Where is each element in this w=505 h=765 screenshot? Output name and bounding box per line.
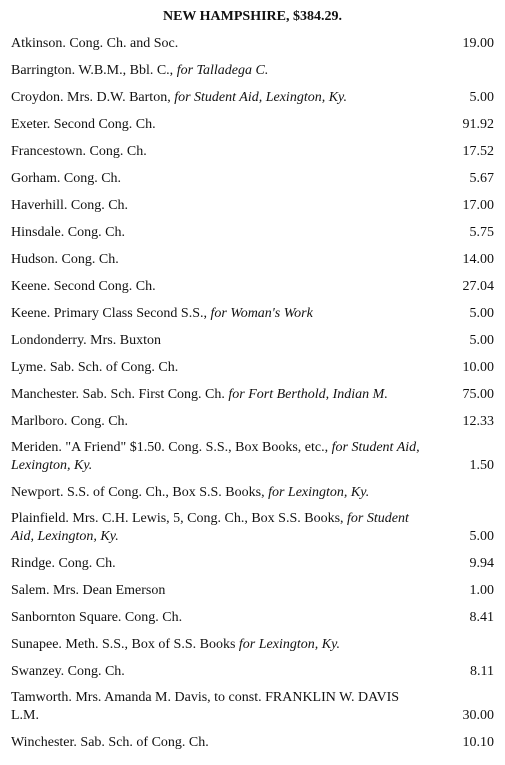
entry-amount: 8.41 xyxy=(469,610,494,625)
entry-description xyxy=(11,170,442,188)
entry-amount: 10.00 xyxy=(462,360,494,375)
entry-description xyxy=(11,305,442,323)
entry-donor: Newport. S.S. of Cong. Ch., Box S.S. Books, xyxy=(11,485,269,500)
entry-amount: 17.52 xyxy=(462,144,494,159)
list-item xyxy=(11,605,494,632)
entry-amount: 1.00 xyxy=(469,583,494,598)
entry-donor: Meriden. "A Friend" $1.50. Cong. S.S., Box Books, etc., xyxy=(11,440,332,455)
entry-description xyxy=(11,413,442,431)
entry-donor: Manchester. Sab. Sch. First Cong. Ch. xyxy=(11,387,229,402)
entry-amount: 17.00 xyxy=(462,198,494,213)
entry-description xyxy=(11,278,442,296)
list-item xyxy=(11,659,494,686)
entry-amount: 14.00 xyxy=(462,252,494,267)
entry-donor: Marlboro. Cong. Ch. xyxy=(11,414,129,429)
entry-donor: Sanbornton Square. Cong. Ch. xyxy=(11,610,183,625)
donation-list xyxy=(11,31,494,757)
page-title: NEW HAMPSHIRE, $384.29. xyxy=(162,9,343,24)
entry-amount: 30.00 xyxy=(462,708,494,723)
entry-donor: Salem. Mrs. Dean Emerson xyxy=(11,583,166,598)
list-item xyxy=(11,382,494,409)
entry-description xyxy=(11,663,442,681)
entry-amount: 5.00 xyxy=(469,90,494,105)
entry-description xyxy=(11,510,442,546)
entry-amount: 5.00 xyxy=(469,306,494,321)
entry-amount: 10.10 xyxy=(462,735,494,750)
entry-description xyxy=(11,143,442,161)
entry-amount: 1.50 xyxy=(469,458,494,473)
entry-donor: Londonderry. Mrs. Buxton xyxy=(11,333,161,348)
entry-donor: Rindge. Cong. Ch. xyxy=(11,556,116,571)
entry-description xyxy=(11,734,442,752)
entry-amount: 5.67 xyxy=(469,171,494,186)
entry-donor: Francestown. Cong. Ch. xyxy=(11,144,147,159)
entry-purpose: for Student Aid, Lexington, Ky. xyxy=(11,511,409,544)
entry-amount: 5.00 xyxy=(469,333,494,348)
entry-amount: 91.92 xyxy=(462,117,494,132)
entry-amount: 75.00 xyxy=(462,387,494,402)
entry-purpose: for Woman's Work xyxy=(210,306,313,321)
entry-donor: Swanzey. Cong. Ch. xyxy=(11,664,125,679)
list-item xyxy=(11,632,494,659)
entry-purpose: for Talladega C. xyxy=(176,63,269,78)
list-item xyxy=(11,328,494,355)
entry-description xyxy=(11,359,442,377)
list-item xyxy=(11,480,494,507)
entry-amount: 12.33 xyxy=(462,414,494,429)
entry-description xyxy=(11,35,442,53)
list-item xyxy=(11,507,494,551)
list-item xyxy=(11,85,494,112)
entry-donor: Barrington. W.B.M., Bbl. C., xyxy=(11,63,177,78)
entry-purpose: for Lexington, Ky. xyxy=(238,637,341,652)
entry-amount: 27.04 xyxy=(462,279,494,294)
entry-description xyxy=(11,582,442,600)
entry-amount: 9.94 xyxy=(469,556,494,571)
entry-donor: Atkinson. Cong. Ch. and Soc. xyxy=(11,36,179,51)
list-item xyxy=(11,139,494,166)
list-item xyxy=(11,686,494,730)
list-item xyxy=(11,551,494,578)
entry-donor: Lyme. Sab. Sch. of Cong. Ch. xyxy=(11,360,179,375)
list-item xyxy=(11,112,494,139)
entry-description xyxy=(11,386,442,404)
entry-description xyxy=(11,116,442,134)
entry-purpose: for Student Aid, Lexington, Ky. xyxy=(11,440,420,473)
list-item xyxy=(11,274,494,301)
list-item xyxy=(11,166,494,193)
entry-donor: Plainfield. Mrs. C.H. Lewis, 5, Cong. Ch., Box S.S. Books, xyxy=(11,511,348,526)
entry-description xyxy=(11,484,442,502)
entry-donor: Tamworth. Mrs. Amanda M. Davis, to const. FRANKLIN W. DAVIS L.M. xyxy=(11,690,400,723)
list-item xyxy=(11,58,494,85)
entry-description xyxy=(11,251,442,269)
entry-donor: Haverhill. Cong. Ch. xyxy=(11,198,129,213)
entry-donor: Winchester. Sab. Sch. of Cong. Ch. xyxy=(11,735,209,750)
entry-amount: 8.11 xyxy=(470,664,494,679)
entry-amount: 19.00 xyxy=(462,36,494,51)
list-item xyxy=(11,220,494,247)
entry-amount: 5.00 xyxy=(469,529,494,544)
list-item xyxy=(11,355,494,382)
entry-description xyxy=(11,332,442,350)
entry-description xyxy=(11,89,442,107)
entry-donor: Keene. Primary Class Second S.S., xyxy=(11,306,211,321)
entry-description xyxy=(11,224,442,242)
entry-donor: Gorham. Cong. Ch. xyxy=(11,171,122,186)
entry-description xyxy=(11,439,442,475)
entry-donor: Keene. Second Cong. Ch. xyxy=(11,279,156,294)
list-item xyxy=(11,193,494,220)
list-item xyxy=(11,578,494,605)
entry-description xyxy=(11,689,442,725)
entry-description xyxy=(11,555,442,573)
entry-amount: 5.75 xyxy=(469,225,494,240)
list-item xyxy=(11,31,494,58)
entry-description xyxy=(11,62,442,80)
list-item xyxy=(11,409,494,436)
entry-purpose: for Lexington, Ky. xyxy=(268,485,370,500)
entry-description xyxy=(11,636,442,654)
entry-purpose: for Student Aid, Lexington, Ky. xyxy=(174,90,347,105)
entry-description xyxy=(11,197,442,215)
list-item xyxy=(11,730,494,757)
entry-donor: Hudson. Cong. Ch. xyxy=(11,252,119,267)
entry-description xyxy=(11,609,442,627)
entry-donor: Sunapee. Meth. S.S., Box of S.S. Books xyxy=(11,637,239,652)
entry-donor: Croydon. Mrs. D.W. Barton, xyxy=(11,90,175,105)
entry-donor: Exeter. Second Cong. Ch. xyxy=(11,117,156,132)
list-item xyxy=(11,247,494,274)
entry-purpose: for Fort Berthold, Indian M. xyxy=(228,387,388,402)
list-item xyxy=(11,301,494,328)
list-item xyxy=(11,436,494,480)
entry-donor: Hinsdale. Cong. Ch. xyxy=(11,225,125,240)
